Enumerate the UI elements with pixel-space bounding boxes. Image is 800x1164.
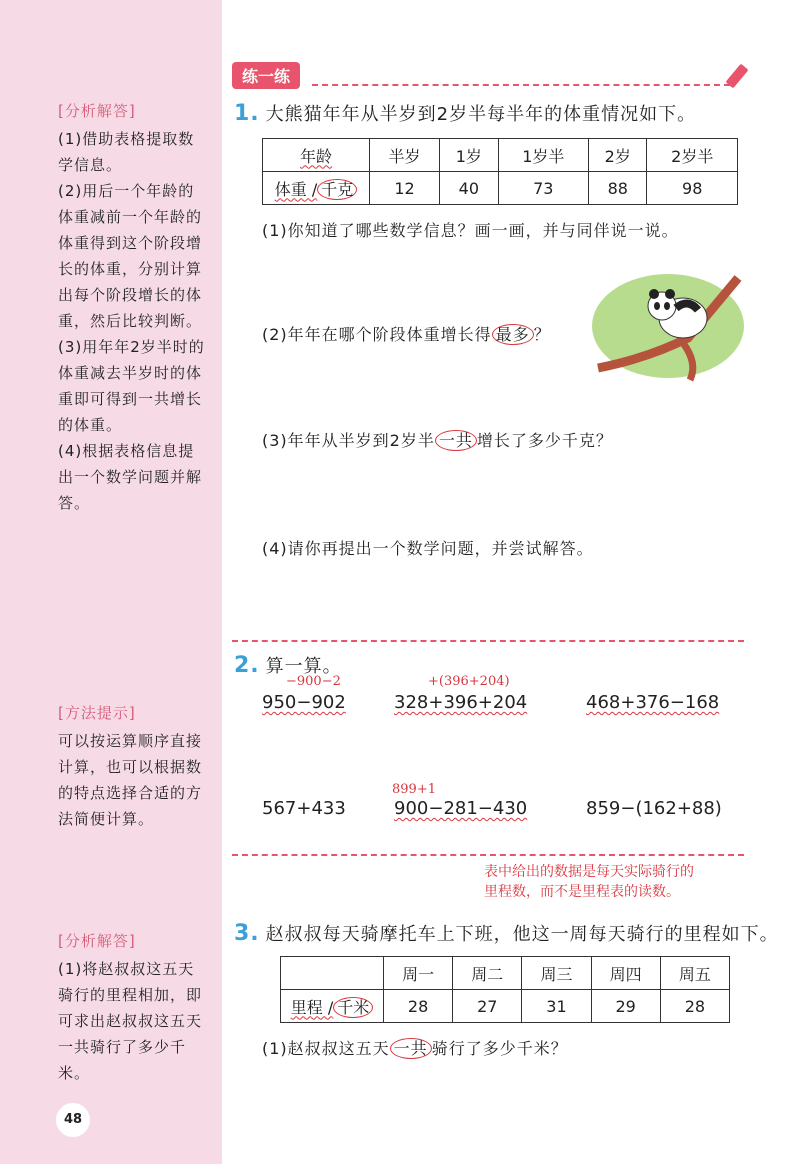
- analysis-box-2: [58, 928, 208, 1086]
- section-label: 练一练: [232, 62, 300, 89]
- unit-circle: 千米: [333, 997, 373, 1018]
- annotation: 899+1: [392, 782, 436, 797]
- table-cell: 周四: [591, 957, 660, 990]
- table-cell: 27: [453, 990, 522, 1023]
- analysis-box-1: [58, 98, 208, 516]
- q3-annotation: 表中给出的数据是每天实际骑行的 里程数，而不是里程表的读数。: [484, 864, 694, 900]
- q3-text: 赵叔叔每天骑摩托车上下班，他这一周每天骑行的里程如下。: [265, 924, 779, 945]
- table-cell: 1岁半: [498, 139, 588, 172]
- calc-item: 950−902: [262, 692, 346, 713]
- analysis-line: (2)用后一个年龄的体重减前一个年龄的体重得到这个阶段增长的体重，分别计算出每个阶段增长的体重，然后比较判断。: [58, 182, 203, 330]
- unit-circle: 千克: [317, 179, 357, 200]
- section-divider: [232, 640, 744, 642]
- analysis-line: (1)将赵叔叔这五天骑行的里程相加，即可求出赵叔叔这五天一共骑行了多少千米。: [58, 960, 203, 1082]
- riding-distance-table: [280, 956, 730, 1023]
- table-cell: 40: [440, 172, 498, 205]
- calc-item: 328+396+204: [394, 692, 528, 713]
- table-cell: 28: [384, 990, 453, 1023]
- table-header-cell: [281, 957, 384, 990]
- section-divider: [232, 854, 744, 856]
- calc-item: 900−281−430: [394, 798, 528, 819]
- highlight-circle: 最多: [492, 324, 534, 345]
- table-cell: 周一: [384, 957, 453, 990]
- q1-sub2: (2)年年在哪个阶段体重增长得 最多 ？: [262, 325, 551, 344]
- annotation: −900−2: [286, 674, 341, 689]
- table-cell: 2岁半: [647, 139, 738, 172]
- q1-text: 大熊猫年年从半岁到2岁半每半年的体重情况如下。: [265, 104, 697, 125]
- panda-illustration: [588, 268, 748, 384]
- q3-sub1: (1)赵叔叔这五天 一共 骑行了多少千米？: [262, 1039, 568, 1058]
- section-divider: [312, 84, 730, 86]
- table-cell: 98: [647, 172, 738, 205]
- q2-number: 2.: [234, 653, 260, 678]
- method-tag: [方法提示]: [58, 704, 136, 722]
- table-cell: 2岁: [589, 139, 647, 172]
- q1-sub3: (3)年年从半岁到2岁半 一共 增长了多少千克？: [262, 431, 613, 450]
- q1-sub1: (1)你知道了哪些数学信息？画一画，并与同伴说一说。: [262, 221, 679, 240]
- method-line: 可以按运算顺序直接计算，也可以根据数的特点选择合适的方法简便计算。: [58, 732, 203, 828]
- table-cell: 28: [660, 990, 729, 1023]
- analysis-line: (4)根据表格信息提出一个数学问题并解答。: [58, 442, 203, 512]
- q3-number: 3.: [234, 921, 260, 946]
- table-row: [263, 172, 738, 205]
- q3-title: [234, 920, 779, 946]
- analysis-line: (1)借助表格提取数学信息。: [58, 130, 195, 174]
- table-cell: 88: [589, 172, 647, 205]
- highlight-circle: 一共: [390, 1038, 432, 1059]
- q1-number: 1.: [234, 101, 260, 126]
- table-header-cell: 年龄: [263, 139, 370, 172]
- table-cell: 73: [498, 172, 588, 205]
- table-cell: 29: [591, 990, 660, 1023]
- analysis-tag: [分析解答]: [58, 932, 136, 950]
- table-header-cell: 体重 / 千克: [263, 172, 370, 205]
- q1-sub4: (4)请你再提出一个数学问题，并尝试解答。: [262, 539, 594, 558]
- table-header-cell: 里程 / 千米: [281, 990, 384, 1023]
- table-cell: 周五: [660, 957, 729, 990]
- table-cell: 周三: [522, 957, 591, 990]
- sidebar: [0, 0, 222, 1164]
- table-cell: 12: [370, 172, 440, 205]
- q2-text: 算一算。: [265, 656, 342, 677]
- table-cell: 周二: [453, 957, 522, 990]
- annotation: +(396+204): [428, 674, 510, 689]
- pencil-icon: [725, 64, 748, 89]
- table-row: [281, 957, 730, 990]
- highlight-circle: 一共: [435, 430, 477, 451]
- table-row: [281, 990, 730, 1023]
- table-cell: 半岁: [370, 139, 440, 172]
- method-hint-box: [58, 700, 208, 832]
- calc-item: 468+376−168: [586, 692, 720, 713]
- analysis-line: (3)用年年2岁半时的体重减去半岁时的体重即可得到一共增长的体重。: [58, 338, 205, 434]
- panda-weight-table: [262, 138, 738, 205]
- calc-item: 567+433: [262, 798, 346, 819]
- page-number: 48: [56, 1103, 90, 1137]
- table-cell: 1岁: [440, 139, 498, 172]
- q1-title: [234, 100, 696, 126]
- analysis-tag: [分析解答]: [58, 102, 136, 120]
- table-cell: 31: [522, 990, 591, 1023]
- calc-item: 859−(162+88): [586, 798, 722, 819]
- table-row: [263, 139, 738, 172]
